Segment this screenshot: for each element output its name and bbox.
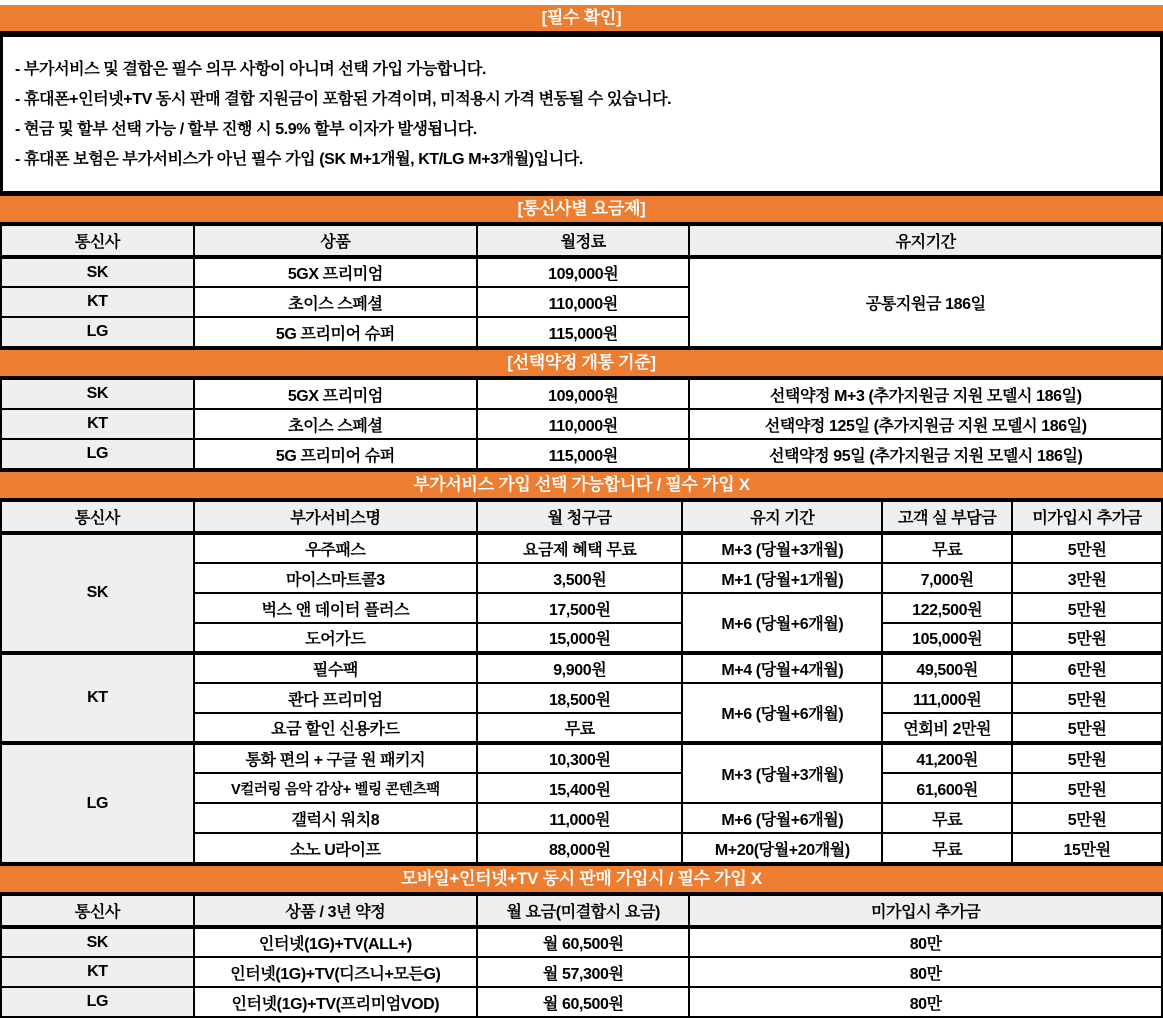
addon-name-cell: 소노 U라이프: [194, 833, 477, 863]
section-band-title: [선택약정 개통 기준]: [507, 353, 656, 372]
fee-cell: 115,000원: [477, 317, 689, 347]
cost-cell: 41,200원: [882, 743, 1012, 773]
addon-name-cell: 벅스 앤 데이터 플러스: [194, 593, 477, 623]
product-cell: 인터넷(1G)+TV(디즈니+모든G): [194, 957, 477, 987]
period-cell: M+6 (당월+6개월): [682, 593, 882, 653]
column-header: 고객 실 부담금: [882, 501, 1012, 533]
column-header: 미가입시 추가금: [1012, 501, 1162, 533]
addon-name-cell: 콴다 프리미엄: [194, 683, 477, 713]
note-line-1: - 부가서비스 및 결합은 필수 의무 사항이 아니며 선택 가입 가능합니다.: [15, 61, 486, 78]
extra-cell: 15만원: [1012, 833, 1162, 863]
select-contract-table: [0, 378, 1163, 470]
fee-cell: 115,000원: [477, 439, 689, 469]
note-line-2: - 휴대폰+인터넷+TV 동시 판매 결합 지원금이 포함된 가격이며, 미적용시 가격 변동될 수 있습니다.: [15, 91, 672, 108]
charge-cell: 요금제 혜택 무료: [477, 533, 682, 563]
table-row: [1, 439, 1162, 469]
extra-cell: 5만원: [1012, 683, 1162, 713]
carrier-cell: KT: [1, 409, 194, 439]
cost-cell: 무료: [882, 803, 1012, 833]
section-band-title: [통신사별 요금제]: [517, 199, 646, 218]
cost-cell: 111,000원: [882, 683, 1012, 713]
column-header: 유지 기간: [682, 501, 882, 533]
table-row: [1, 379, 1162, 409]
header-row: [1, 895, 1162, 927]
note-line-4: - 휴대폰 보험은 부가서비스가 아닌 필수 가입 (SK M+1개월, KT/LG M+3개월)입니다.: [15, 151, 583, 168]
product-cell: 초이스 스페셜: [194, 409, 477, 439]
table-row: [1, 987, 1162, 1017]
product-cell: 인터넷(1G)+TV(프리미엄VOD): [194, 987, 477, 1017]
cost-cell: 49,500원: [882, 653, 1012, 683]
carrier-cell: KT: [1, 287, 194, 317]
column-header: 통신사: [1, 501, 194, 533]
carrier-cell: SK: [1, 257, 194, 287]
fee-cell: 109,000원: [477, 379, 689, 409]
bundle-table: [0, 894, 1163, 1018]
cost-cell: 무료: [882, 833, 1012, 863]
product-cell: 5GX 프리미엄: [194, 379, 477, 409]
carrier-cell: SK: [1, 927, 194, 957]
charge-cell: 3,500원: [477, 563, 682, 593]
note-line-3: - 현금 및 할부 선택 가능 / 할부 진행 시 5.9% 할부 이자가 발생됩니다.: [15, 121, 477, 138]
period-cell: M+6 (당월+6개월): [682, 803, 882, 833]
period-cell: M+20(당월+20개월): [682, 833, 882, 863]
addon-name-cell: 갤럭시 워치8: [194, 803, 477, 833]
product-cell: 초이스 스페셜: [194, 287, 477, 317]
column-header: 부가서비스명: [194, 501, 477, 533]
carrier-plan-table: [0, 224, 1163, 348]
addon-name-cell: 우주패스: [194, 533, 477, 563]
product-cell: 5GX 프리미엄: [194, 257, 477, 287]
column-header: 상품: [194, 225, 477, 257]
addon-name-cell: 필수팩: [194, 653, 477, 683]
charge-cell: 15,000원: [477, 623, 682, 653]
fee-cell: 110,000원: [477, 409, 689, 439]
table-row: [1, 257, 1162, 287]
column-header: 월 요금(미결합시 요금): [477, 895, 689, 927]
period-cell: M+4 (당월+4개월): [682, 653, 882, 683]
column-header: 통신사: [1, 895, 194, 927]
carrier-cell: KT: [1, 957, 194, 987]
column-header: 상품 / 3년 약정: [194, 895, 477, 927]
cost-cell: 무료: [882, 533, 1012, 563]
extra-cell: 3만원: [1012, 563, 1162, 593]
section-band-carrier-plans: [0, 194, 1163, 224]
period-cell: M+3 (당월+3개월): [682, 743, 882, 803]
charge-cell: 88,000원: [477, 833, 682, 863]
period-cell: 선택약정 125일 (추가지원금 지원 모델시 186일): [689, 409, 1162, 439]
cost-cell: 122,500원: [882, 593, 1012, 623]
carrier-cell: LG: [1, 987, 194, 1017]
fee-cell: 109,000원: [477, 257, 689, 287]
fee-cell: 월 60,500원: [477, 987, 689, 1017]
column-header: 통신사: [1, 225, 194, 257]
fee-cell: 월 60,500원: [477, 927, 689, 957]
extra-cell: 5만원: [1012, 713, 1162, 743]
column-header: 유지기간: [689, 225, 1162, 257]
carrier-cell: SK: [1, 379, 194, 409]
notes-box: [0, 33, 1163, 194]
table-row: [1, 533, 1162, 563]
header-row: [1, 225, 1162, 257]
charge-cell: 17,500원: [477, 593, 682, 623]
product-cell: 5G 프리미어 슈퍼: [194, 439, 477, 469]
addon-service-table: [0, 500, 1163, 864]
section-band-addons: [0, 470, 1163, 500]
column-header: 미가입시 추가금: [689, 895, 1162, 927]
extra-cell: 5만원: [1012, 803, 1162, 833]
column-header: 월정료: [477, 225, 689, 257]
period-cell: 선택약정 M+3 (추가지원금 지원 모델시 186일): [689, 379, 1162, 409]
extra-cell: 5만원: [1012, 743, 1162, 773]
product-cell: 5G 프리미어 슈퍼: [194, 317, 477, 347]
carrier-cell: LG: [1, 743, 194, 863]
table-row: [1, 927, 1162, 957]
extra-cell: 5만원: [1012, 533, 1162, 563]
carrier-cell: LG: [1, 439, 194, 469]
extra-cell: 80만: [689, 927, 1162, 957]
charge-cell: 15,400원: [477, 773, 682, 803]
extra-cell: 5만원: [1012, 773, 1162, 803]
section-band-title: [필수 확인]: [541, 8, 622, 27]
carrier-cell: KT: [1, 653, 194, 743]
addon-name-cell: 통화 편의 + 구글 원 패키지: [194, 743, 477, 773]
extra-cell: 80만: [689, 957, 1162, 987]
table-row: [1, 409, 1162, 439]
table-row: [1, 653, 1162, 683]
extra-cell: 6만원: [1012, 653, 1162, 683]
charge-cell: 11,000원: [477, 803, 682, 833]
table-row: [1, 743, 1162, 773]
table-row: [1, 957, 1162, 987]
period-cell: M+3 (당월+3개월): [682, 533, 882, 563]
addon-name-cell: 마이스마트콜3: [194, 563, 477, 593]
charge-cell: 10,300원: [477, 743, 682, 773]
charge-cell: 무료: [477, 713, 682, 743]
extra-cell: 80만: [689, 987, 1162, 1017]
period-cell: 공통지원금 186일: [689, 257, 1162, 347]
column-header: 월 청구금: [477, 501, 682, 533]
charge-cell: 18,500원: [477, 683, 682, 713]
addon-name-cell: V컬러링 음악 감상+ 벨링 콘텐츠팩: [194, 773, 477, 803]
period-cell: M+6 (당월+6개월): [682, 683, 882, 743]
period-cell: M+1 (당월+1개월): [682, 563, 882, 593]
product-cell: 인터넷(1G)+TV(ALL+): [194, 927, 477, 957]
carrier-cell: SK: [1, 533, 194, 653]
fee-cell: 110,000원: [477, 287, 689, 317]
section-band-title: 모바일+인터넷+TV 동시 판매 가입시 / 필수 가입 X: [401, 869, 762, 888]
addon-name-cell: 요금 할인 신용카드: [194, 713, 477, 743]
section-band-select-contract: [0, 348, 1163, 378]
section-band-title: 부가서비스 가입 선택 가능합니다 / 필수 가입 X: [413, 475, 750, 494]
cost-cell: 61,600원: [882, 773, 1012, 803]
period-cell: 선택약정 95일 (추가지원금 지원 모델시 186일): [689, 439, 1162, 469]
charge-cell: 9,900원: [477, 653, 682, 683]
fee-cell: 월 57,300원: [477, 957, 689, 987]
section-band-bundle: [0, 864, 1163, 894]
extra-cell: 5만원: [1012, 593, 1162, 623]
addon-name-cell: 도어가드: [194, 623, 477, 653]
header-row: [1, 501, 1162, 533]
extra-cell: 5만원: [1012, 623, 1162, 653]
cost-cell: 105,000원: [882, 623, 1012, 653]
cost-cell: 7,000원: [882, 563, 1012, 593]
cost-cell: 연회비 2만원: [882, 713, 1012, 743]
section-band-required-check: [0, 5, 1163, 33]
carrier-cell: LG: [1, 317, 194, 347]
